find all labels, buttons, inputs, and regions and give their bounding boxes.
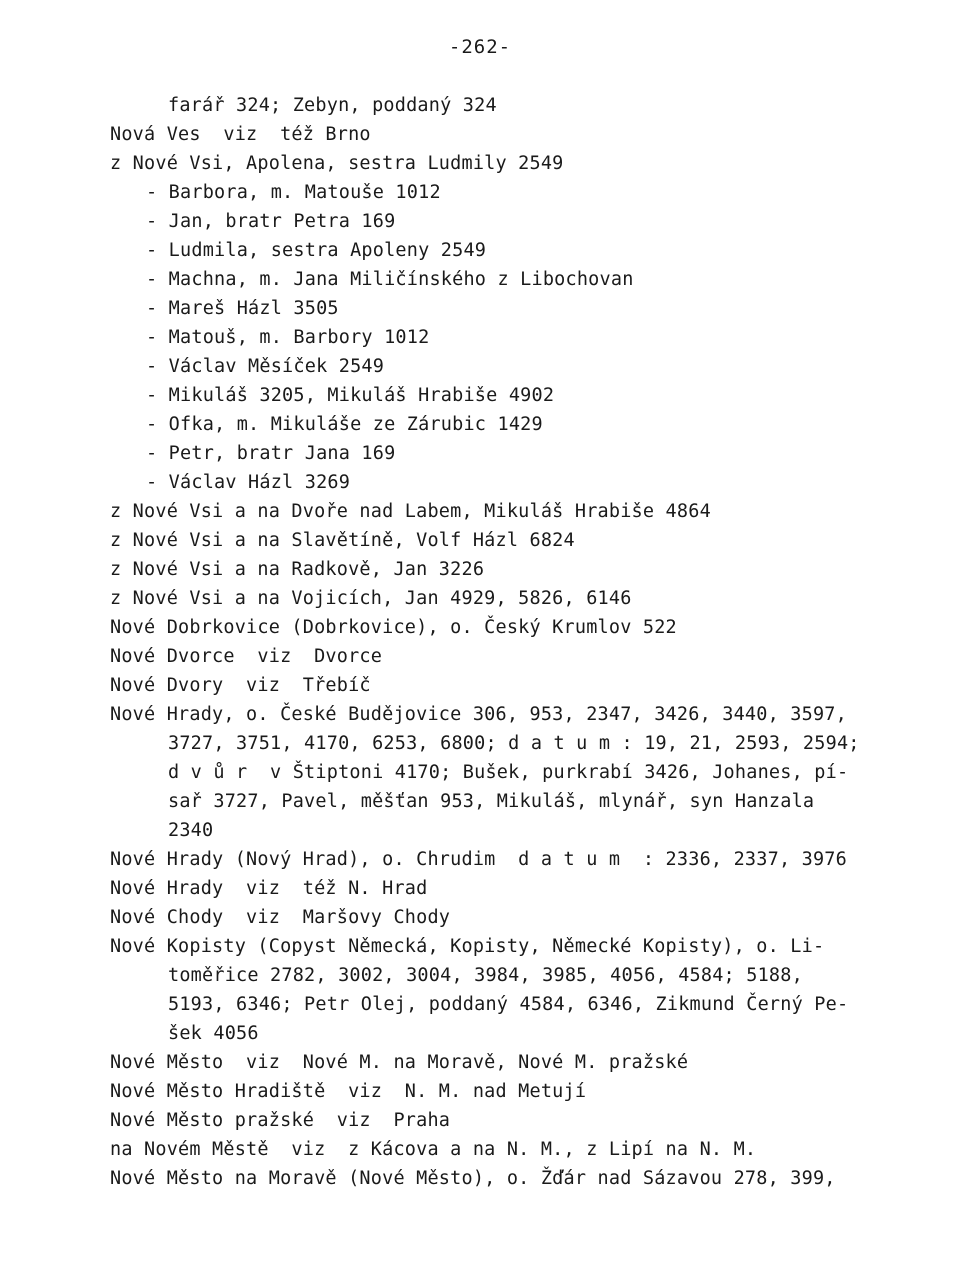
index-line: d v ů r v Štiptoni 4170; Bušek, purkrabí 3426, Johanes, pí- — [168, 762, 849, 783]
index-line: farář 324; Zebyn, poddaný 324 — [168, 95, 497, 116]
index-line: toměřice 2782, 3002, 3004, 3984, 3985, 4056, 4584; 5188, — [168, 965, 803, 986]
page-number: -262- — [448, 36, 512, 58]
index-line: - Barbora, m. Matouše 1012 — [146, 182, 441, 203]
index-line: Nové Dvorce viz Dvorce — [110, 646, 383, 667]
index-line: - Václav Měsíček 2549 — [146, 356, 385, 377]
index-line: Nové Kopisty (Copyst Německá, Kopisty, Německé Kopisty), o. Li- — [110, 936, 825, 957]
index-line: Nové Město na Moravě (Nové Město), o. Žďár nad Sázavou 278, 399, — [110, 1168, 836, 1189]
index-line: - Mikuláš 3205, Mikuláš Hrabiše 4902 — [146, 385, 555, 406]
index-line: - Matouš, m. Barbory 1012 — [146, 327, 430, 348]
index-line: 2340 — [168, 820, 214, 841]
index-line: 3727, 3751, 4170, 6253, 6800; d a t u m : 19, 21, 2593, 2594; — [168, 733, 860, 754]
index-line: Nové Hrady (Nový Hrad), o. Chrudim d a t u m : 2336, 2337, 3976 — [110, 849, 847, 870]
index-line: - Jan, bratr Petra 169 — [146, 211, 396, 232]
index-line: šek 4056 — [168, 1023, 259, 1044]
index-line: Nové Chody viz Maršovy Chody — [110, 907, 451, 928]
index-line: Nové Město pražské viz Praha — [110, 1110, 451, 1131]
index-line: sař 3727, Pavel, měšťan 953, Mikuláš, mlynář, syn Hanzala — [168, 791, 815, 812]
index-line: z Nové Vsi a na Radkově, Jan 3226 — [110, 559, 485, 580]
index-line: Nové Město Hradiště viz N. M. nad Metují — [110, 1081, 587, 1102]
index-line: - Ofka, m. Mikuláše ze Zárubic 1429 — [146, 414, 543, 435]
index-line: z Nové Vsi a na Dvoře nad Labem, Mikuláš Hrabiše 4864 — [110, 501, 711, 522]
index-line: Nové Hrady viz též N. Hrad — [110, 878, 428, 899]
index-entries — [110, 91, 910, 1193]
index-line: Nové Dvory viz Třebíč — [110, 675, 371, 696]
index-line: - Petr, bratr Jana 169 — [146, 443, 396, 464]
index-line: z Nové Vsi a na Slavětíně, Volf Házl 6824 — [110, 530, 575, 551]
index-line: - Václav Házl 3269 — [146, 472, 351, 493]
index-line: z Nové Vsi, Apolena, sestra Ludmily 2549 — [110, 153, 564, 174]
index-line: Nové Dobrkovice (Dobrkovice), o. Český Krumlov 522 — [110, 617, 677, 638]
index-line: - Ludmila, sestra Apoleny 2549 — [146, 240, 487, 261]
index-line: na Novém Městě viz z Kácova a na N. M., z Lipí na N. M. — [110, 1139, 757, 1160]
index-line: - Mareš Házl 3505 — [146, 298, 339, 319]
index-line: Nové Hrady, o. České Budějovice 306, 953, 2347, 3426, 3440, 3597, — [110, 704, 847, 725]
index-line: - Machna, m. Jana Miličínského z Libochovan — [146, 269, 634, 290]
index-line: z Nové Vsi a na Vojicích, Jan 4929, 5826, 6146 — [110, 588, 632, 609]
index-line: Nová Ves viz též Brno — [110, 124, 371, 145]
index-line: Nové Město viz Nové M. na Moravě, Nové M. pražské — [110, 1052, 689, 1073]
index-line: 5193, 6346; Petr Olej, poddaný 4584, 6346, Zikmund Černý Pe- — [168, 994, 849, 1015]
